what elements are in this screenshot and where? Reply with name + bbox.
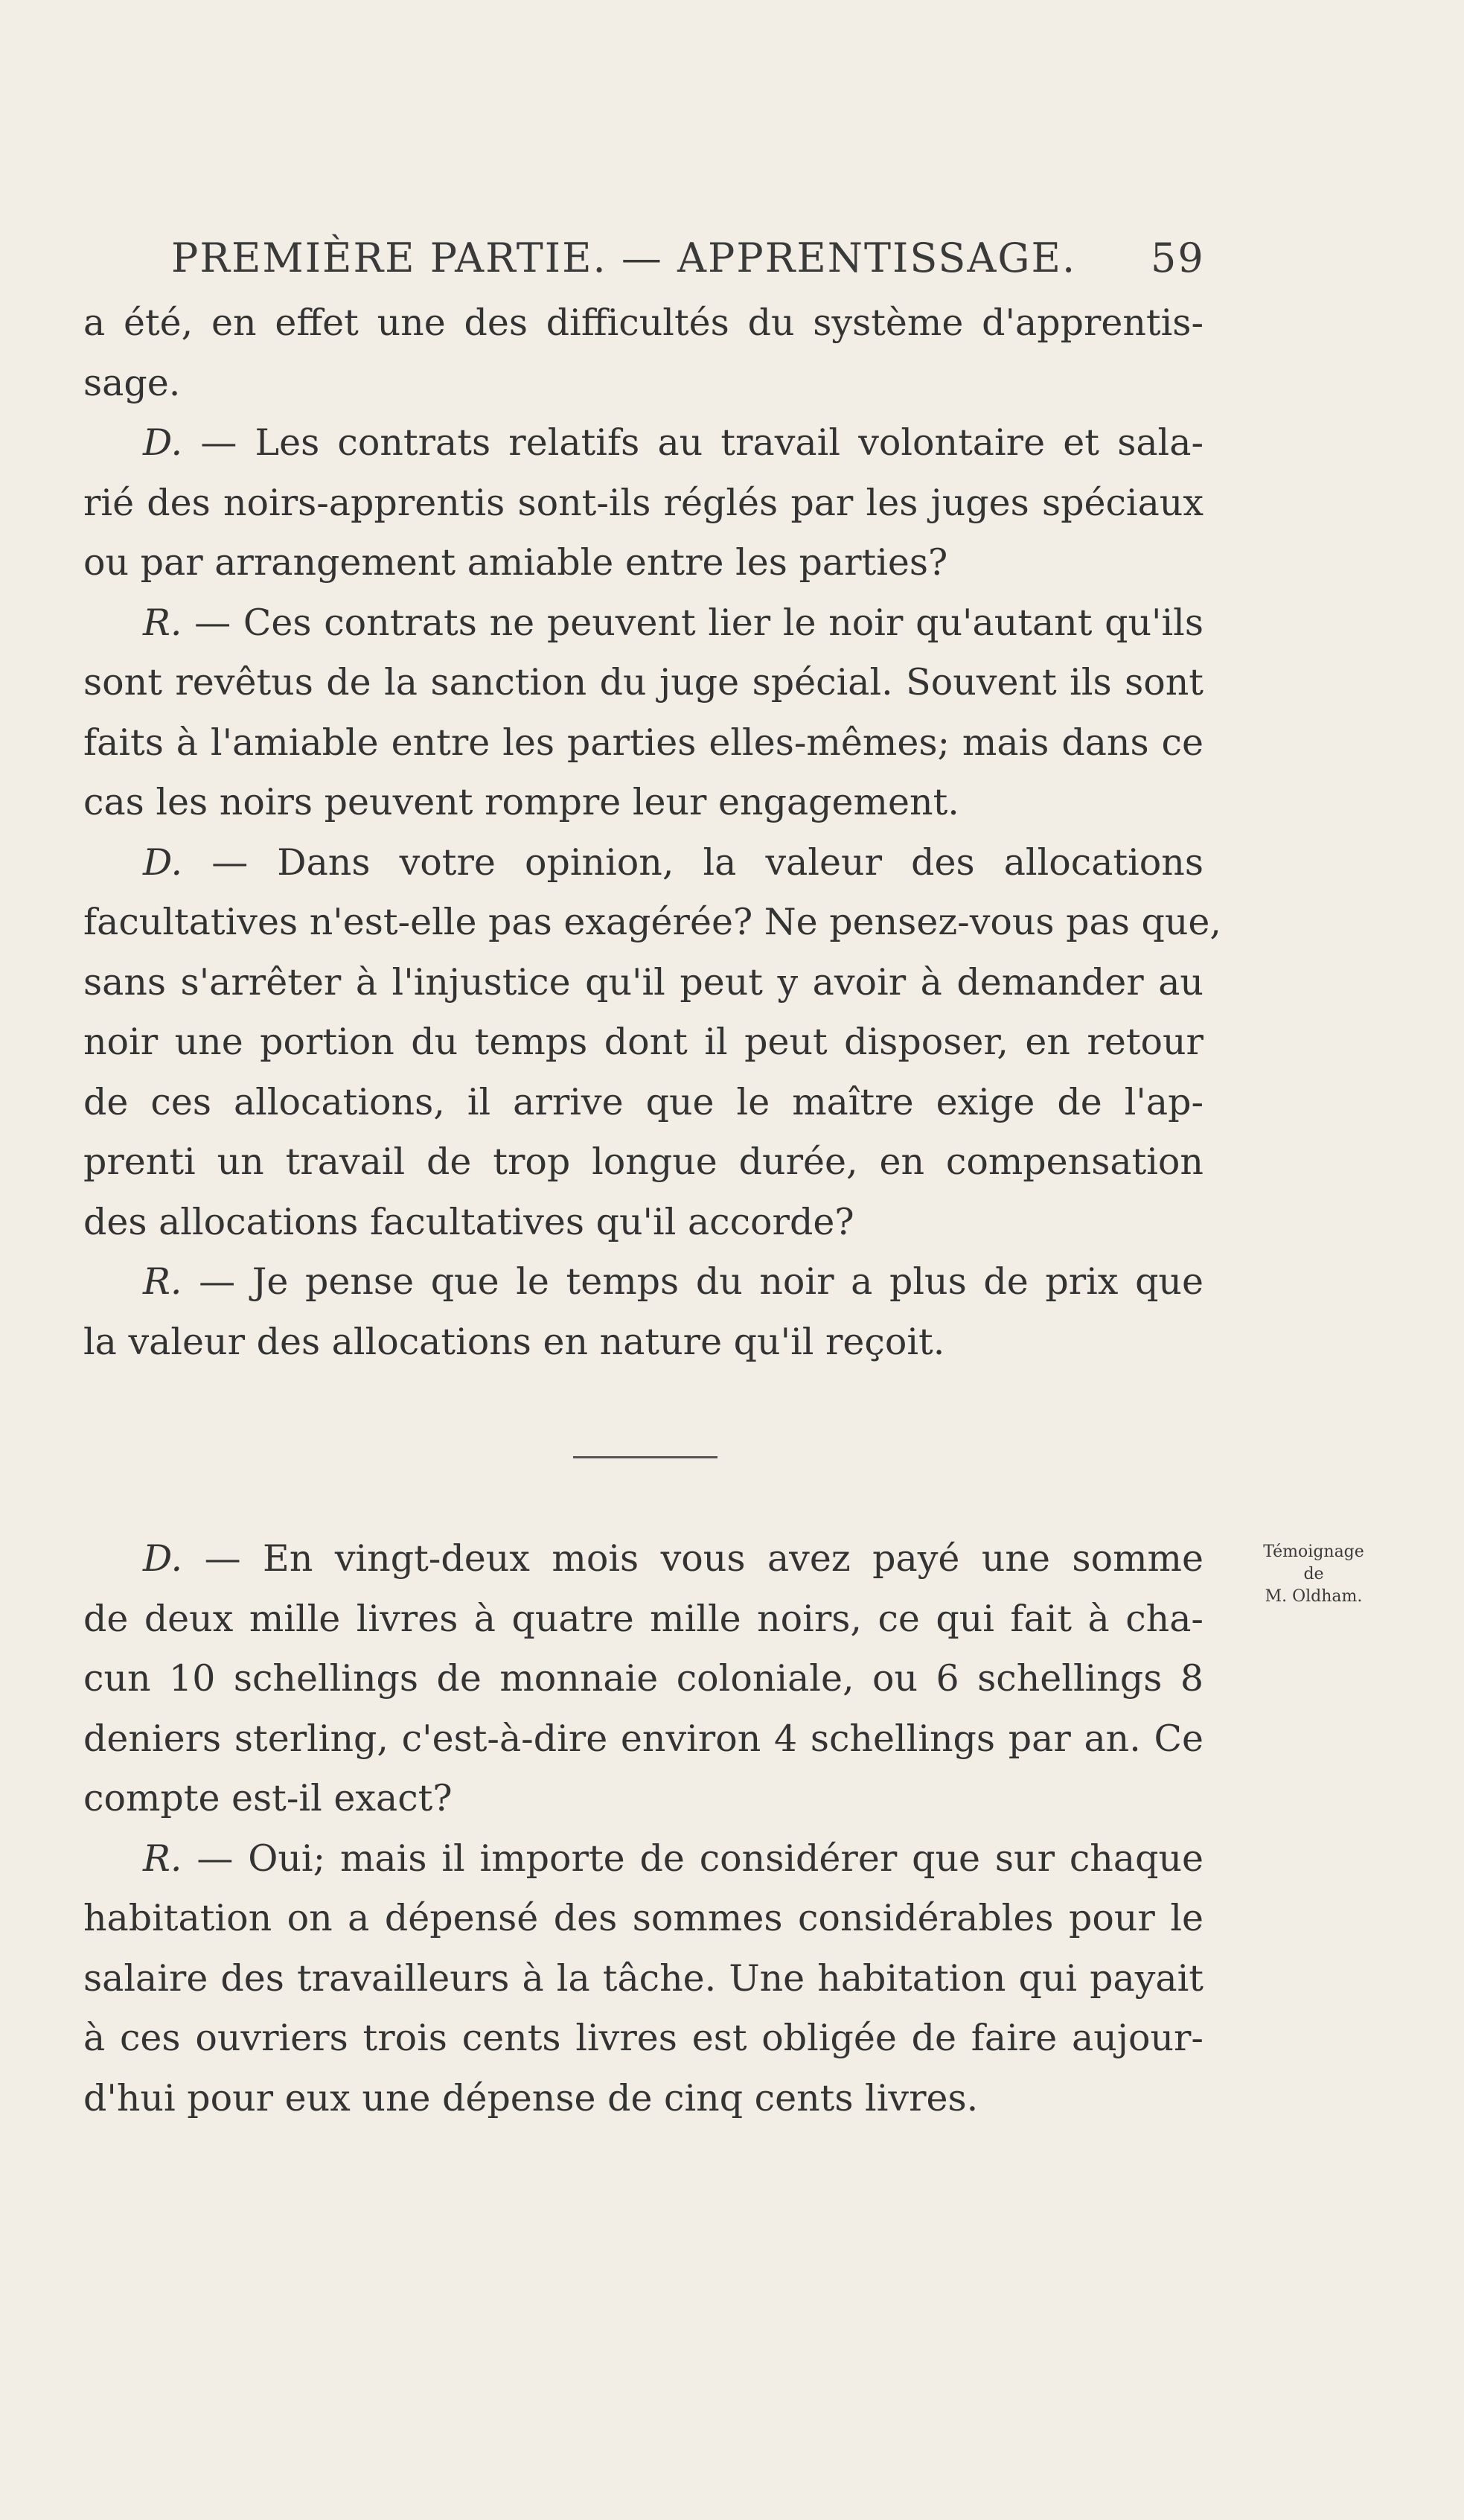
text-line: d'hui pour eux une dépense de cinq cents livres. (83, 2076, 979, 2119)
answer-line: R. — Oui; mais il importe de considérer que sur chaque (143, 1837, 1204, 1880)
text-line: des allocations facultatives qu'il accorde? (83, 1200, 854, 1243)
text-line: la valeur des allocations en nature qu'il reçoit. (83, 1320, 945, 1363)
text-line: ou par arrangement amiable entre les parties? (83, 541, 948, 584)
text-line: compte est-il exact? (83, 1777, 453, 1819)
text-line: de ces allocations, il arrive que le maître exige de l'ap- (83, 1080, 1204, 1123)
speaker-label: R. (143, 601, 182, 644)
question-line: D. — Dans votre opinion, la valeur des allocations (143, 840, 1204, 884)
text-line: deniers sterling, c'est-à-dire environ 4 schellings par an. Ce (83, 1717, 1204, 1760)
text-line: de deux mille livres à quatre mille noirs, ce qui fait à cha- (83, 1597, 1204, 1640)
margin-note-line: Témoignage (1263, 1543, 1364, 1561)
speaker-label: R. (143, 1260, 182, 1303)
text-line: facultatives n'est-elle pas exagérée? Ne pensez-vous pas que, (83, 901, 1221, 943)
text-line: faits à l'amiable entre les parties elles-mêmes; mais dans ce (83, 721, 1204, 764)
text-line: cun 10 schellings de monnaie coloniale, ou 6 schellings 8 (83, 1657, 1204, 1700)
text-block-1 (83, 293, 1221, 1372)
text-line: prenti un travail de trop longue durée, en compensation (83, 1141, 1204, 1183)
page-number: 59 (1151, 235, 1205, 281)
text-line: habitation on a dépensé des sommes considérables pour le (83, 1897, 1204, 1939)
text-line: à ces ouvriers trois cents livres est obligée de faire aujour- (83, 2017, 1204, 2059)
text-line: noir une portion du temps dont il peut disposer, en retour (83, 1021, 1204, 1063)
margin-note (1221, 1541, 1407, 1608)
question-line: D. — En vingt-deux mois vous avez payé une somme (143, 1537, 1204, 1580)
section-divider (573, 1456, 717, 1458)
answer-line: R. — Je pense que le temps du noir a plus de prix que (143, 1260, 1204, 1303)
text-block-2 (83, 1529, 1204, 2128)
speaker-label: D. (143, 421, 183, 464)
answer-line: R. — Ces contrats ne peuvent lier le noir qu'autant qu'ils (143, 601, 1204, 644)
text-line: rié des noirs-apprentis sont-ils réglés par les juges spéciaux (83, 481, 1204, 524)
speaker-label: R. (143, 1837, 182, 1880)
running-header (171, 235, 1213, 302)
speaker-label: D. (143, 840, 183, 884)
text-line: salaire des travailleurs à la tâche. Une habitation qui payait (83, 1956, 1204, 2000)
text-line: sage. (83, 361, 181, 404)
margin-note-line: M. Oldham. (1265, 1587, 1363, 1606)
question-line: D. — Les contrats relatifs au travail volontaire et sala- (143, 421, 1204, 464)
text-line: cas les noirs peuvent rompre leur engagement. (83, 781, 959, 823)
running-title: PREMIÈRE PARTIE. — APPRENTISSAGE. (171, 235, 1077, 281)
margin-note-line: de (1303, 1565, 1324, 1583)
text-line: sans s'arrêter à l'injustice qu'il peut y avoir à demander au (83, 960, 1204, 1004)
text-line: sont revêtus de la sanction du juge spécial. Souvent ils sont (83, 661, 1204, 704)
speaker-label: D. (143, 1537, 183, 1580)
text-line: a été, en effet une des difficultés du système d'apprentis- (83, 302, 1204, 344)
